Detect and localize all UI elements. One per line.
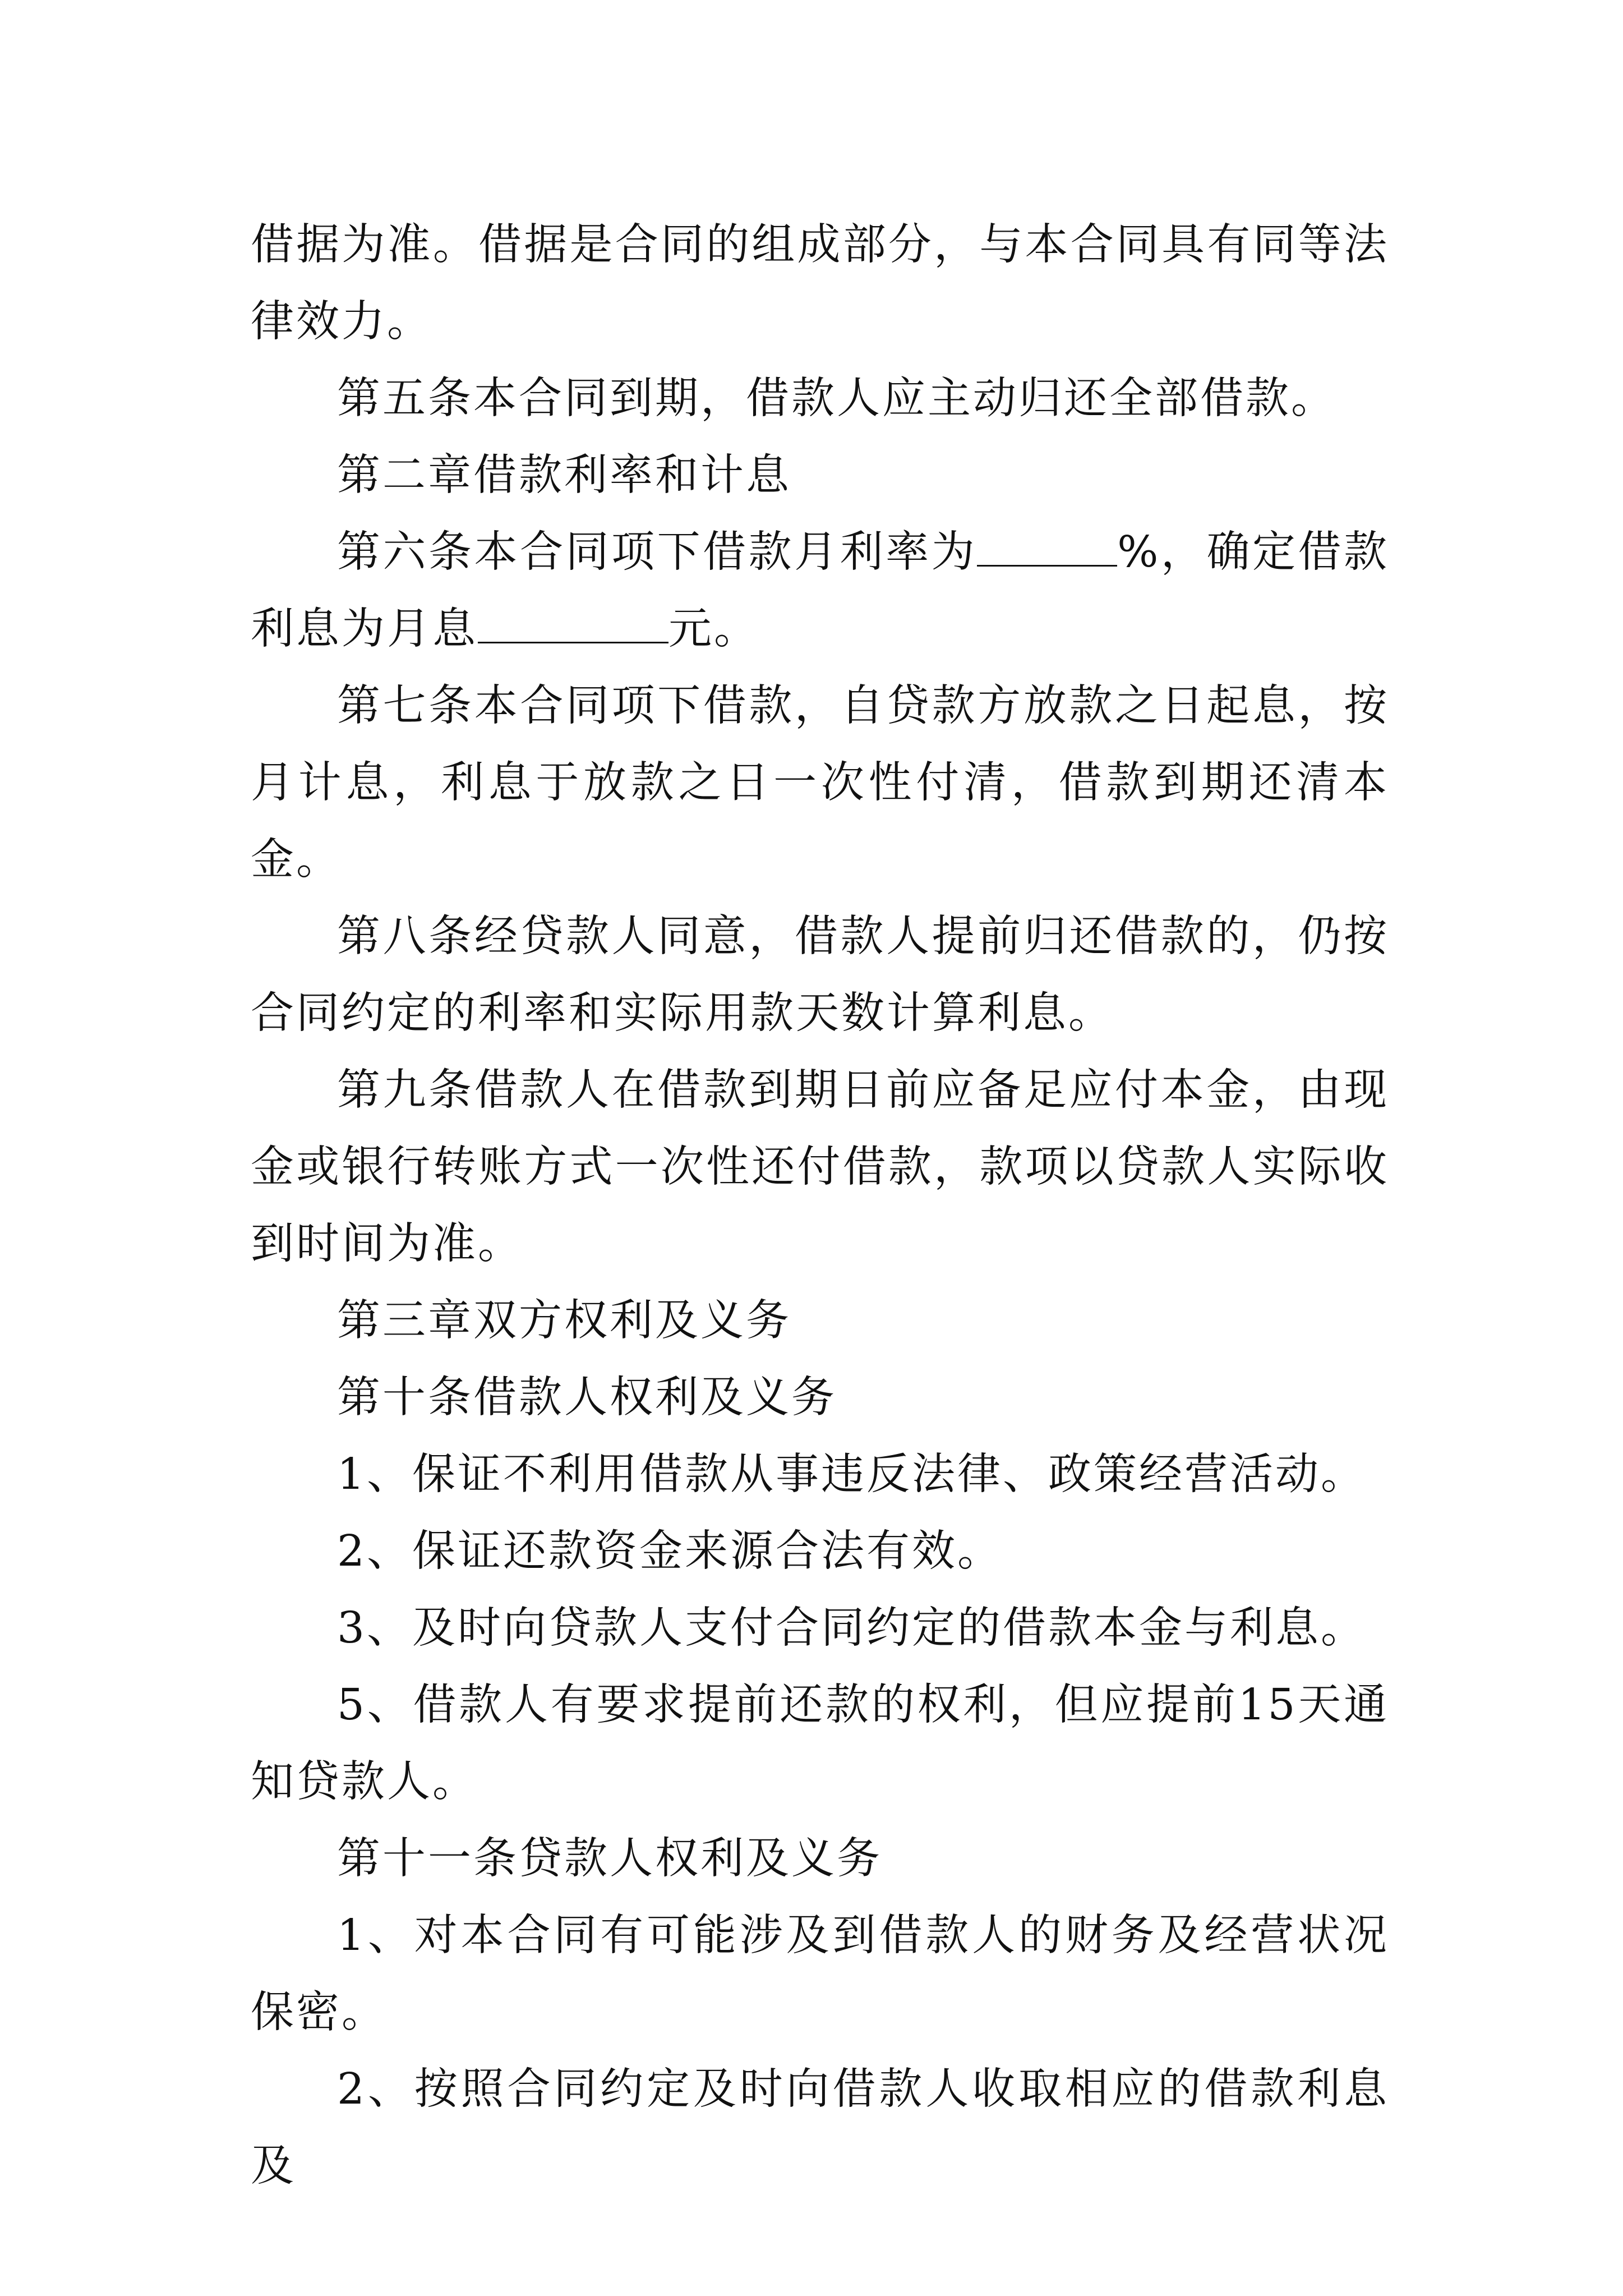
article-6-text-b: %，确定借款利息为月息	[251, 527, 1390, 654]
article-10-item-3: 3、及时向贷款人支付合同约定的借款本金与利息。	[337, 1603, 1366, 1653]
article-11-item-2: 2、按照合同约定及时向借款人收取相应的借款利息及	[251, 2064, 1389, 2191]
article-5: 第五条本合同到期，借款人应主动归还全部借款。	[337, 374, 1336, 424]
chapter-3-heading: 第三章双方权利及义务	[337, 1296, 791, 1346]
article-7: 第七条本合同项下借款，自贷款方放款之日起息，按月计息，利息于放款之日一次性付清，借款到期还清本金。	[251, 681, 1389, 885]
monthly-rate-blank	[977, 531, 1117, 567]
paragraph-loan-receipt-clause: 借据为准。借据是合同的组成部分，与本合同具有同等法律效力。	[251, 220, 1389, 347]
article-8: 第八条经贷款人同意，借款人提前归还借款的，仍按合同约定的利率和实际用款天数计算利息。	[251, 912, 1389, 1038]
article-10-item-1: 1、保证不利用借款从事违反法律、政策经营活动。	[337, 1450, 1366, 1499]
article-6-text-c: 元。	[668, 604, 759, 654]
monthly-interest-blank	[478, 608, 668, 643]
article-10-item-2: 2、保证还款资金来源合法有效。	[337, 1526, 1003, 1576]
article-10-item-5: 5、借款人有要求提前还款的权利，但应提前15天通知贷款人。	[251, 1680, 1389, 1807]
article-11-item-1: 1、对本合同有可能涉及到借款人的财务及经营状况保密。	[251, 1911, 1389, 2037]
article-6	[251, 514, 1389, 668]
article-9: 第九条借款人在借款到期日前应备足应付本金，由现金或银行转账方式一次性还付借款，款项以贷款人实际收到时间为准。	[251, 1065, 1389, 1269]
article-6-text-a: 第六条本合同项下借款月利率为	[337, 527, 978, 577]
chapter-2-heading: 第二章借款利率和计息	[337, 450, 791, 500]
article-11-heading: 第十一条贷款人权利及义务	[337, 1834, 882, 1884]
document-body	[251, 206, 1389, 2205]
article-10-heading: 第十条借款人权利及义务	[337, 1373, 837, 1423]
